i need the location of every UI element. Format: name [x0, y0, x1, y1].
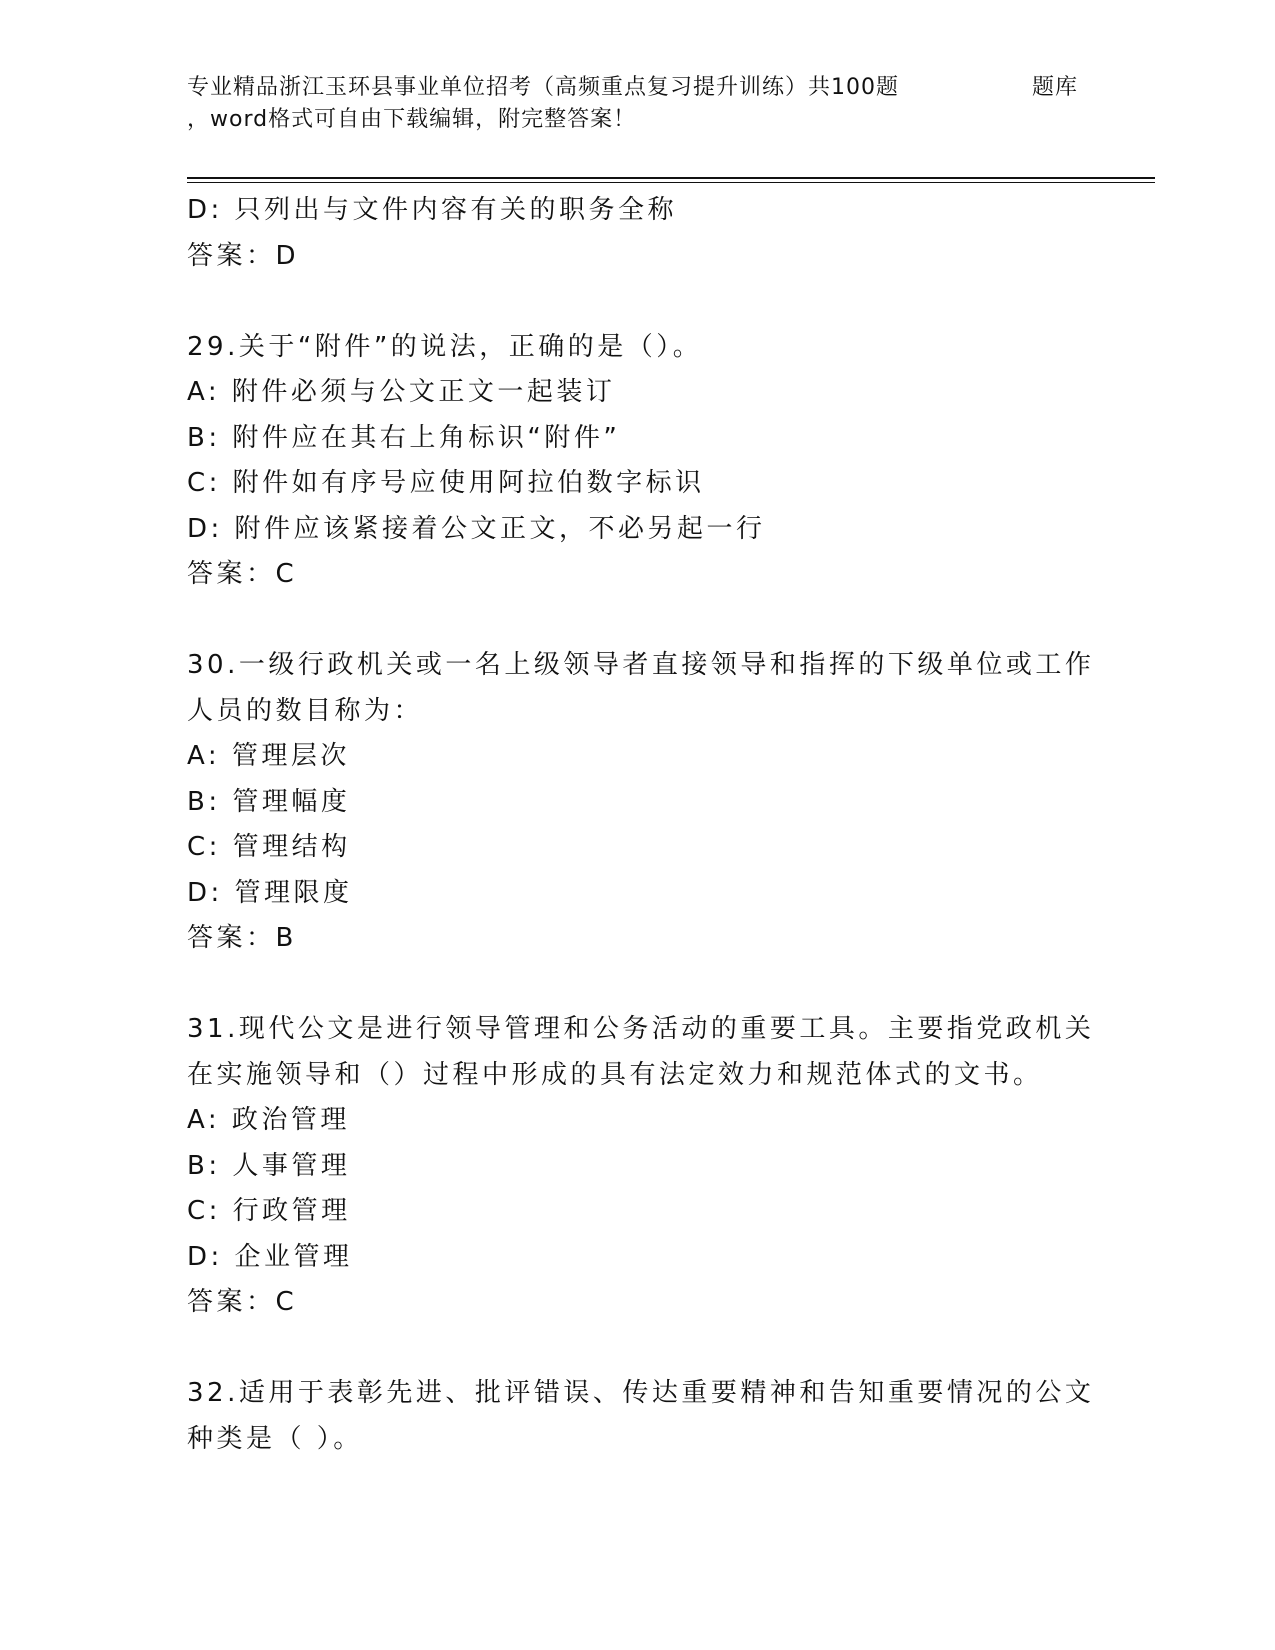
question-stem: 种类是（ ）。: [187, 1423, 363, 1454]
option-d: D: 只列出与文件内容有关的职务全称: [187, 195, 678, 225]
question-stem: 在实施领导和（）过程中形成的具有法定效力和规范体式的文书。: [187, 1059, 1043, 1090]
header-divider-thin: [187, 182, 1155, 183]
question-stem: 人员的数目称为：: [187, 695, 424, 726]
option-c: C: 管理结构: [187, 832, 351, 862]
header-line-1: [187, 72, 1087, 104]
answer: 答案：D: [187, 240, 300, 271]
header-title: 专业精品浙江玉环县事业单位招考（高频重点复习提升训练）共100题: [187, 75, 899, 100]
header-right-label: 题库: [1032, 75, 1079, 100]
spacer: [187, 1326, 1087, 1372]
option-d: D: 企业管理: [187, 1241, 353, 1272]
option-a: A: 管理层次: [187, 741, 350, 771]
option-b: B: 管理幅度: [187, 786, 351, 817]
spacer: [187, 598, 1087, 644]
option-a: A: 附件必须与公文正文一起装订: [187, 377, 616, 407]
question-stem: 31.现代公文是进行领导管理和公务活动的重要工具。主要指党政机关: [187, 1014, 1095, 1044]
question-stem: 30.一级行政机关或一名上级领导者直接领导和指挥的下级单位或工作: [187, 650, 1095, 680]
header-divider: [187, 177, 1155, 179]
option-d: D: 管理限度: [187, 877, 353, 908]
answer: 答案：C: [187, 559, 298, 589]
option-d: D: 附件应该紧接着公文正文，不必另起一行: [187, 513, 766, 544]
option-b: B: 人事管理: [187, 1150, 351, 1181]
question-content: [187, 188, 1095, 1462]
question-stem: 29.关于“附件”的说法，正确的是（）。: [187, 331, 703, 362]
option-a: A: 政治管理: [187, 1105, 350, 1135]
answer: 答案：C: [187, 1287, 298, 1317]
option-c: C: 附件如有序号应使用阿拉伯数字标识: [187, 468, 705, 498]
header-subtitle: ，word格式可自由下载编辑，附完整答案！: [187, 107, 637, 132]
spacer: [187, 279, 1087, 325]
answer: 答案：B: [187, 923, 297, 953]
option-b: B: 附件应在其右上角标识“附件”: [187, 422, 621, 453]
spacer: [187, 962, 1087, 1008]
page-header: [187, 72, 1087, 136]
option-c: C: 行政管理: [187, 1196, 351, 1226]
question-stem: 32.适用于表彰先进、批评错误、传达重要精神和告知重要情况的公文: [187, 1378, 1095, 1408]
